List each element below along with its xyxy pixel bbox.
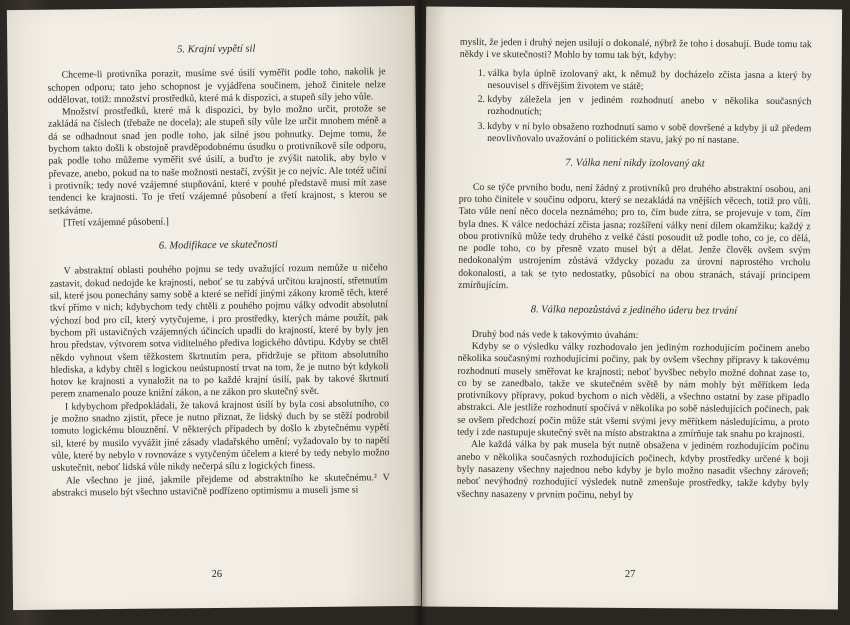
section-heading-7: 7. Válka není nikdy izolovaný akt	[565, 157, 705, 170]
paragraph: I kdybychom předpokládali, že taková krajnost úsilí by byla cosi absolutního, co je možno snadno zjistit, přece je nutno přiznat, že lidský duch by se stěží podrobil tomuto logickému blouznění. V některých případech by došlo k zbytečnému vypětí sil, které by musilo vyvážit jiné zásady vladařského umění; vyžadovalo by to napětí vůle, které by nebylo v rovnováze s vytyčeným účelem a které by tedy nebylo možno uskutečnit, neboť lidská vůle nikdy nečerpá sílu z logických finess.	[51, 397, 390, 474]
list-item: 3. kdyby v ní bylo obsaženo rozhodnutí samo v sobě dovršené a kdyby ji už předem neovlivňovalo uvažování o politickém stavu, jaký po ní nastane.	[487, 121, 811, 148]
book-gutter-shadow	[412, 0, 428, 625]
paragraph: Kdyby se o výsledku války rozhodovalo jen jediným rozhodujícím počinem anebo několika současnými rozhodujícími počiny, pak by ovšem všechny přípravy k takovému rozhodnutí musely směřovat ke krajnosti; neboť byvšbec nebylo možné dohnat zase to, co by se zanedbalo, takže ve skutečném světě by nám mohly být měřítkem leda protivníkovy přípravy, pokud bychom o nich věděli, a všechno ostatní by zase připadlo abstrakci. Ale jestliže rozhodnutí spočívá v několika po sobě následujících počinech, pak se ovšem předchozí počin může stát všemi svými jevy měřítkem následujícímu, a proto tedy i zde nastupuje skutečný svět na místo abstraktna a zmírňuje tak snahu po krajnosti.	[457, 340, 810, 441]
right-page-text	[457, 37, 812, 503]
paragraph: Ale všechno je jiné, jakmile přejdeme od abstraktního ke skutečnému.² V abstrakci muselo být všechno ustavičně podřízeno optimismu a museli jsme si	[51, 471, 390, 499]
list-item: 1. válka byla úplně izolovaný akt, k němuž by docházelo zčista jasna a který by nesouvisel s dřívějším životem ve státě;	[488, 68, 812, 95]
list-item: 2. kdyby záleželа jen v jediném rozhodnutí anebo v několika současných rozhodnutích;	[487, 94, 811, 121]
section-heading-8: 8. Válka nepozůstává z jediného úderu bez trvání	[530, 304, 738, 318]
section-heading-6: 6. Modifikace ve skutečnosti	[158, 239, 278, 252]
paragraph: Co se týče prvního bodu, není žádný z protivníků pro druhého abstraktní osobou, ani pro toho činitele v součinu odporu, který se nezakládá na vnějších věcech, totiž pro vůli. Tato vůle není něco docela neznámého; pro to, čím bude zítra, se projevuje v tom, čím byla dnes. K válce nedochází zčista jasna; rozšíření války není dílem okamžiku; každý z obou protivníků může tedy druhého z velké části posoudit už podle toho, co je, co dělá, ne podle toho, co by přesně vzato musel být a dělat. Jenže člověk ovšem svým nedokonalým ustrojením zůstává vždycky pozadu za úrovní naprostého vrcholu dokonalosti, a tak se tyto nedostatky, působící na obou stranách, stávají principem zmírňujícím.	[458, 181, 811, 292]
paragraph: Množství prostředků, které má k dispozici, by bylo možno určit, protože se zakládá na číslech (třebaže ne docela); ale stupeň síly vůle lze určit mnohem méně a dá se odhadnout snad jen podle toho, jak silné jsou pohnutky. Dejme tomu, že bychom takto došli k obstojně pravděpodobnému úsudku o protivníkově síle odporu, pak podle toho můžeme vyměřit své úsilí, a buďto je zvýšit natolik, aby bylo v převaze, anebo, pokud na to naše možnosti nestačí, zvýšit je co nejvíc. Ale totéž učiní i protivník; tedy nové vzájemné stupňování, které v pouhé představě musí mít zase tendenci ke krajnosti. To je třetí vzájemné působení a třetí krajnost, s kterou se setkáváme.	[48, 103, 387, 217]
section-heading-5: 5. Krajní vypětí sil	[177, 43, 256, 56]
left-page-text	[47, 42, 390, 500]
paragraph: Chceme-li protivníka porazit, musíme své úsilí vyměřit podle toho, nakolik je schopen odporu; tato jeho schopnost je vyjádřena součinem, jehož činitele nelze oddělovat, totiž: množství prostředků, které má k dispozici, a stupeň síly jeho vůle.	[47, 66, 386, 106]
paragraph: [Třetí vzájemné působení.]	[63, 216, 169, 229]
paragraph: Ale každá válka by pak musela být nutně obsažena v jediném rozhodujícím počinu anebo v několika současných rozhodujících počinech, kdyby prostředky určené k boji byly nasazeny všechny najednou nebo kdyby je bylo možno nasadit všechny zároveň; neboť nevýhodný rozhodující výsledek nutně zmenšuje prostředky, takže kdyby byly všechny nasazeny v prvním počinu, nebyl by	[456, 439, 810, 501]
left-page	[7, 6, 421, 610]
paragraph: V abstraktní oblasti pouhého pojmu se tedy uvažující rozum nemůže u ničeho zastavit, dokud nedojde ke krajnosti, neboť se tu zabývá určitou krajností, střetnutím sil, které jsou ponechány samy sobě a které se neřídí jinými zákony kromě těch, které tkví přímo v nich; kdybychom tedy chtěli z pouhého pojmu války odvodit absolutní výchozí bod pro cíl, který vytyčujeme, i pro prostředky, kterých máme použít, pak bychom při ustavičných vzájemných účincích upadli do krajností, které by byly jen hrou představ, výtvorem sotva viditelného předivа logického důvtipu. Kdyby se chtěl někdo vyhnout všem těžkostem škrtnutím pera, přidržuje se přitom absolutního hlediska, a kdyby chtěl s logickou neústupností trvat na tom, že je nutno být kdykoli hotov ke krajnosti a vynaložit na to po každé krajní úsilí, pak by takové škrtnutí perem znamenalo pouze knižní zákon, a ne zákon pro skutečný svět.	[49, 262, 389, 401]
paragraph: Druhý bod nás vede k takovýmto úvahám:	[471, 328, 639, 341]
numbered-list	[459, 67, 812, 147]
paragraph: myslit, že jeden i druhý nejen usilují o dokonalé, nýbrž že toho i dosahují. Bude tomu tak někdy i ve skutečnosti? Mohlo by tomu tak být, kdyby:	[459, 36, 812, 62]
page-number-left: 26	[211, 568, 223, 581]
page-number-right: 27	[624, 568, 636, 581]
right-page	[422, 7, 842, 610]
